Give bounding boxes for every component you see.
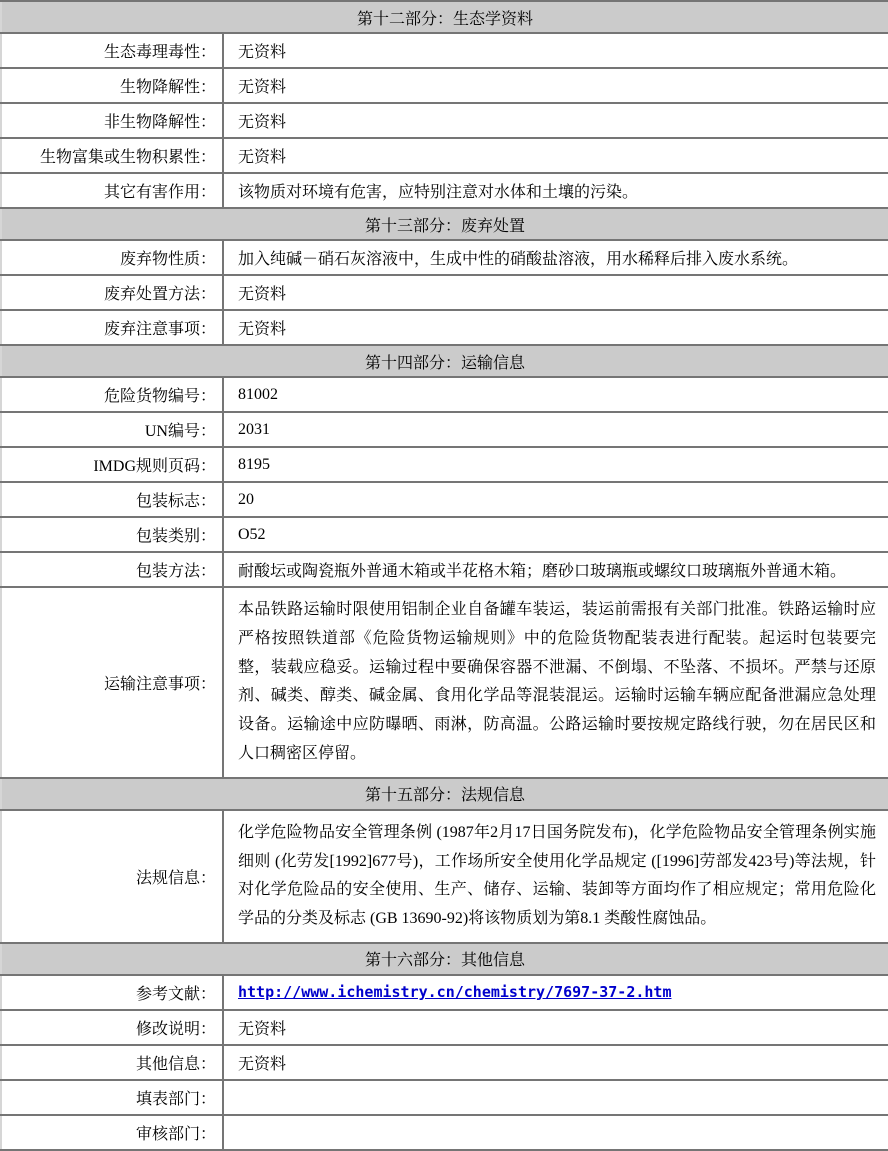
table-row	[1, 975, 888, 1010]
field-label: 参考文献：	[1, 975, 223, 1010]
field-value: 81002	[223, 377, 888, 412]
table-row	[1, 240, 888, 275]
field-label: 运输注意事项：	[1, 587, 223, 778]
field-value: 无资料	[223, 1010, 888, 1045]
field-value: 无资料	[223, 1045, 888, 1080]
table-row	[1, 103, 888, 138]
table-row	[1, 810, 888, 943]
table-row	[1, 1115, 888, 1150]
table-row	[1, 587, 888, 778]
field-value	[223, 1115, 888, 1150]
field-value: 无资料	[223, 103, 888, 138]
section-title: 第十五部分：法规信息	[1, 778, 888, 810]
table-row	[1, 517, 888, 552]
section-header-16	[1, 943, 888, 975]
field-value: 本品铁路运输时限使用铝制企业自备罐车装运，装运前需报有关部门批准。铁路运输时应严格按照铁道部《危险货物运输规则》中的危险货物配装表进行配装。起运时包装要完整，装载应稳妥。运输过程中要确保容器不泄漏、不倒塌、不坠落、不损坏。严禁与还原剂、碱类、醇类、碱金属、食用化学品等混装混运。运输时运输车辆应配备泄漏应急处理设备。运输途中应防曝晒、雨淋，防高温。公路运输时要按规定路线行驶，勿在居民区和人口稠密区停留。	[223, 587, 888, 778]
field-value: 无资料	[223, 310, 888, 345]
field-value: 加入纯碱－硝石灰溶液中，生成中性的硝酸盐溶液，用水稀释后排入废水系统。	[223, 240, 888, 275]
section-title: 第十二部分：生态学资料	[1, 1, 888, 33]
field-label: 法规信息：	[1, 810, 223, 943]
field-value: O52	[223, 517, 888, 552]
field-value: 20	[223, 482, 888, 517]
field-value	[223, 975, 888, 1010]
field-label: 填表部门：	[1, 1080, 223, 1115]
section-title: 第十四部分：运输信息	[1, 345, 888, 377]
table-row	[1, 275, 888, 310]
table-row	[1, 33, 888, 68]
table-row	[1, 1045, 888, 1080]
field-label: 生物降解性：	[1, 68, 223, 103]
field-label: 废弃注意事项：	[1, 310, 223, 345]
field-label: 包装方法：	[1, 552, 223, 587]
table-row	[1, 173, 888, 208]
field-label: 包装类别：	[1, 517, 223, 552]
field-value: 2031	[223, 412, 888, 447]
field-label: 生态毒理毒性：	[1, 33, 223, 68]
table-row	[1, 377, 888, 412]
table-row	[1, 412, 888, 447]
field-label: 其他信息：	[1, 1045, 223, 1080]
field-value: 该物质对环境有危害，应特别注意对水体和土壤的污染。	[223, 173, 888, 208]
section-title: 第十六部分：其他信息	[1, 943, 888, 975]
field-label: 修改说明：	[1, 1010, 223, 1045]
table-row	[1, 138, 888, 173]
reference-link[interactable]: http://www.ichemistry.cn/chemistry/7697-37-2.htm	[238, 982, 672, 1001]
table-row	[1, 447, 888, 482]
field-label: 其它有害作用：	[1, 173, 223, 208]
table-row	[1, 482, 888, 517]
field-label: 废弃物性质：	[1, 240, 223, 275]
field-label: 审核部门：	[1, 1115, 223, 1150]
field-value: 无资料	[223, 275, 888, 310]
section-header-14	[1, 345, 888, 377]
field-label: 非生物降解性：	[1, 103, 223, 138]
field-label: 危险货物编号：	[1, 377, 223, 412]
field-label: 生物富集或生物积累性：	[1, 138, 223, 173]
field-value: 无资料	[223, 138, 888, 173]
field-label: 包装标志：	[1, 482, 223, 517]
field-value	[223, 1080, 888, 1115]
field-value: 无资料	[223, 68, 888, 103]
field-value: 耐酸坛或陶瓷瓶外普通木箱或半花格木箱；磨砂口玻璃瓶或螺纹口玻璃瓶外普通木箱。	[223, 552, 888, 587]
field-label: IMDG规则页码：	[1, 447, 223, 482]
field-label: 废弃处置方法：	[1, 275, 223, 310]
table-row	[1, 1080, 888, 1115]
field-value: 化学危险物品安全管理条例 (1987年2月17日国务院发布)，化学危险物品安全管理条例实施细则 (化劳发[1992]677号)，工作场所安全使用化学品规定 ([1996]劳部发423号)等法规，针对化学危险品的安全使用、生产、储存、运输、装卸等方面均作了相应规定；常用危险化学品的分类及标志 (GB 13690-92)将该物质划为第8.1 类酸性腐蚀品。	[223, 810, 888, 943]
field-value: 8195	[223, 447, 888, 482]
section-header-12	[1, 1, 888, 33]
section-header-13	[1, 208, 888, 240]
field-label: UN编号：	[1, 412, 223, 447]
section-header-15	[1, 778, 888, 810]
table-row	[1, 552, 888, 587]
field-value: 无资料	[223, 33, 888, 68]
table-row	[1, 1010, 888, 1045]
table-row	[1, 68, 888, 103]
table-row	[1, 310, 888, 345]
section-title: 第十三部分：废弃处置	[1, 208, 888, 240]
